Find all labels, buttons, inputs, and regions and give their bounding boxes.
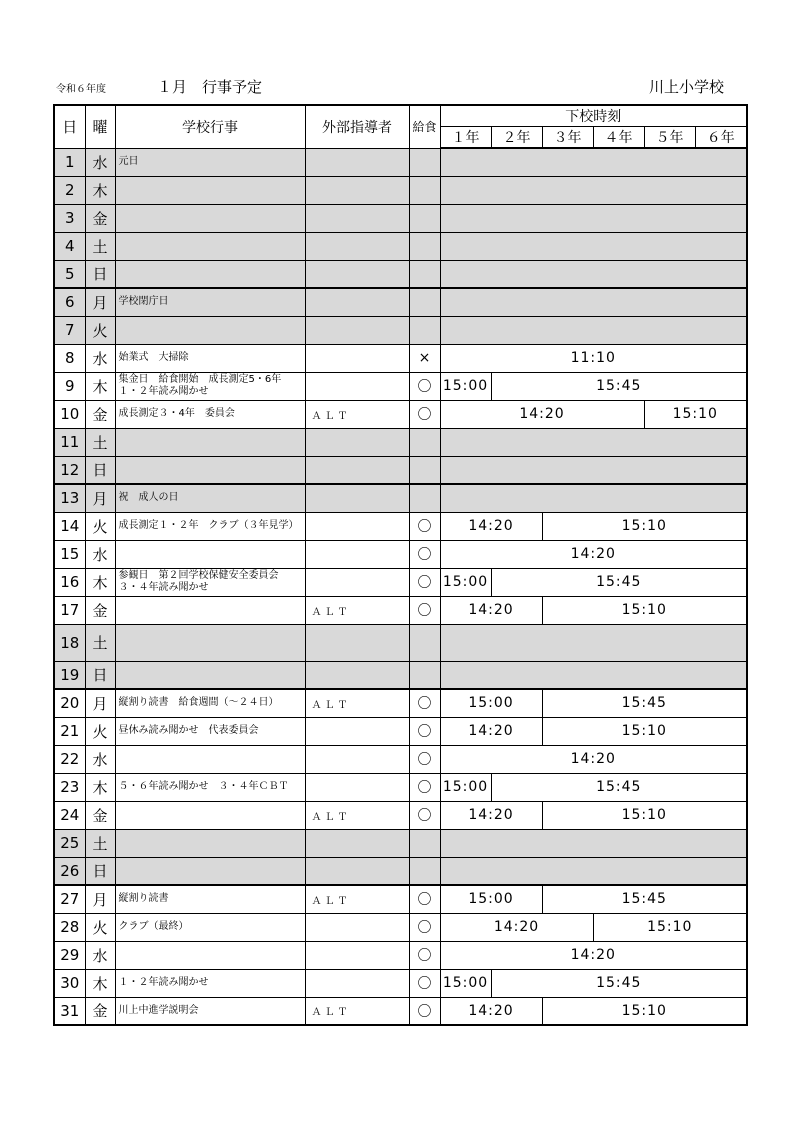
lunch-cell: 〇: [409, 913, 440, 941]
dismissal-time-cell: 15:00: [440, 689, 542, 717]
lunch-cell: [409, 624, 440, 661]
day-cell: 7: [54, 316, 85, 344]
dismissal-time-cell: 14:20: [440, 512, 542, 540]
dismissal-time-cell: 15:45: [542, 885, 747, 913]
weekday-cell: 月: [85, 885, 115, 913]
day-cell: 3: [54, 204, 85, 232]
school-event-cell: [115, 316, 305, 344]
table-row: [54, 540, 747, 568]
dismissal-time-cell: [440, 232, 747, 260]
lunch-cell: [409, 176, 440, 204]
day-cell: 17: [54, 596, 85, 624]
weekday-cell: 金: [85, 596, 115, 624]
external-instructor-cell: [305, 176, 409, 204]
dismissal-time-cell: 14:20: [440, 801, 542, 829]
schedule-body: [54, 148, 747, 1025]
external-instructor-cell: ＡＬＴ: [305, 689, 409, 717]
weekday-cell: 木: [85, 969, 115, 997]
column-header-grade-3: ３年: [542, 127, 593, 149]
school-event-cell: 成長測定１・２年 クラブ（３年見学）: [115, 512, 305, 540]
day-cell: 10: [54, 400, 85, 428]
table-row: [54, 745, 747, 773]
column-header-grade-2: ２年: [491, 127, 542, 149]
dismissal-time-cell: 14:20: [440, 540, 747, 568]
table-row: [54, 232, 747, 260]
day-cell: 31: [54, 997, 85, 1025]
lunch-cell: [409, 260, 440, 288]
external-instructor-cell: [305, 540, 409, 568]
day-cell: 27: [54, 885, 85, 913]
weekday-cell: 金: [85, 400, 115, 428]
weekday-cell: 月: [85, 484, 115, 512]
table-row: [54, 428, 747, 456]
lunch-cell: 〇: [409, 745, 440, 773]
school-name: 川上小学校: [648, 78, 724, 96]
school-event-cell: [115, 540, 305, 568]
dismissal-time-cell: 15:00: [440, 885, 542, 913]
day-cell: 2: [54, 176, 85, 204]
dismissal-time-cell: [440, 857, 747, 885]
column-header-dismissal-time: 下校時刻: [440, 105, 747, 127]
weekday-cell: 土: [85, 624, 115, 661]
table-row: [54, 148, 747, 176]
school-event-cell: [115, 204, 305, 232]
table-row: [54, 568, 747, 596]
weekday-cell: 木: [85, 773, 115, 801]
dismissal-time-cell: [440, 316, 747, 344]
table-row: [54, 596, 747, 624]
external-instructor-cell: ＡＬＴ: [305, 596, 409, 624]
lunch-cell: [409, 456, 440, 484]
lunch-cell: [409, 428, 440, 456]
external-instructor-cell: [305, 232, 409, 260]
lunch-cell: 〇: [409, 400, 440, 428]
external-instructor-cell: [305, 260, 409, 288]
school-event-cell: 集金日 給食開始 成長測定5・6年 １・２年読み聞かせ: [115, 372, 305, 400]
school-event-cell: 祝 成人の日: [115, 484, 305, 512]
dismissal-time-cell: 15:00: [440, 568, 491, 596]
external-instructor-cell: [305, 829, 409, 857]
day-cell: 21: [54, 717, 85, 745]
lunch-cell: 〇: [409, 941, 440, 969]
school-event-cell: 縦割り読書 給食週間（～２４日）: [115, 689, 305, 717]
lunch-cell: 〇: [409, 801, 440, 829]
lunch-cell: 〇: [409, 885, 440, 913]
day-cell: 16: [54, 568, 85, 596]
day-cell: 9: [54, 372, 85, 400]
table-row: [54, 661, 747, 689]
table-row: [54, 829, 747, 857]
dismissal-time-cell: 11:10: [440, 344, 747, 372]
day-cell: 15: [54, 540, 85, 568]
dismissal-time-cell: 15:45: [491, 568, 747, 596]
external-instructor-cell: [305, 372, 409, 400]
weekday-cell: 土: [85, 232, 115, 260]
weekday-cell: 水: [85, 941, 115, 969]
external-instructor-cell: [305, 344, 409, 372]
weekday-cell: 金: [85, 801, 115, 829]
lunch-cell: 〇: [409, 512, 440, 540]
column-header-day: 日: [54, 105, 85, 148]
lunch-cell: [409, 857, 440, 885]
external-instructor-cell: [305, 568, 409, 596]
day-cell: 20: [54, 689, 85, 717]
day-cell: 29: [54, 941, 85, 969]
table-row: [54, 689, 747, 717]
lunch-cell: [409, 316, 440, 344]
weekday-cell: 木: [85, 372, 115, 400]
dismissal-time-cell: [440, 456, 747, 484]
external-instructor-cell: [305, 456, 409, 484]
external-instructor-cell: [305, 428, 409, 456]
day-cell: 1: [54, 148, 85, 176]
dismissal-time-cell: 14:20: [440, 913, 593, 941]
school-event-cell: [115, 661, 305, 689]
day-cell: 11: [54, 428, 85, 456]
school-event-cell: 学校閉庁日: [115, 288, 305, 316]
weekday-cell: 火: [85, 913, 115, 941]
dismissal-time-cell: 15:10: [644, 400, 747, 428]
dismissal-time-cell: 14:20: [440, 997, 542, 1025]
school-event-cell: [115, 829, 305, 857]
column-header-external-instructor: 外部指導者: [305, 105, 409, 148]
day-cell: 18: [54, 624, 85, 661]
external-instructor-cell: [305, 316, 409, 344]
weekday-cell: 金: [85, 997, 115, 1025]
external-instructor-cell: ＡＬＴ: [305, 400, 409, 428]
day-cell: 14: [54, 512, 85, 540]
fiscal-year-label: 令和６年度: [56, 84, 106, 95]
school-event-cell: [115, 596, 305, 624]
dismissal-time-cell: 15:45: [491, 969, 747, 997]
school-event-cell: 参観日 第２回学校保健安全委員会 ３・４年読み聞かせ: [115, 568, 305, 596]
lunch-cell: [409, 204, 440, 232]
day-cell: 6: [54, 288, 85, 316]
table-row: [54, 717, 747, 745]
external-instructor-cell: [305, 148, 409, 176]
school-event-cell: 元日: [115, 148, 305, 176]
school-event-cell: 始業式 大掃除: [115, 344, 305, 372]
dismissal-time-cell: [440, 204, 747, 232]
dismissal-time-cell: [440, 260, 747, 288]
school-event-cell: [115, 260, 305, 288]
lunch-cell: 〇: [409, 997, 440, 1025]
school-event-cell: １・２年読み聞かせ: [115, 969, 305, 997]
day-cell: 8: [54, 344, 85, 372]
external-instructor-cell: [305, 661, 409, 689]
weekday-cell: 水: [85, 148, 115, 176]
table-row: [54, 941, 747, 969]
day-cell: 12: [54, 456, 85, 484]
dismissal-time-cell: [440, 428, 747, 456]
table-row: [54, 288, 747, 316]
lunch-cell: [409, 148, 440, 176]
table-row: [54, 400, 747, 428]
table-row: [54, 801, 747, 829]
weekday-cell: 日: [85, 260, 115, 288]
external-instructor-cell: [305, 512, 409, 540]
table-row: [54, 176, 747, 204]
external-instructor-cell: [305, 773, 409, 801]
column-header-grade-1: １年: [440, 127, 491, 149]
weekday-cell: 土: [85, 428, 115, 456]
weekday-cell: 水: [85, 745, 115, 773]
weekday-cell: 水: [85, 344, 115, 372]
external-instructor-cell: [305, 857, 409, 885]
external-instructor-cell: [305, 624, 409, 661]
lunch-cell: [409, 484, 440, 512]
dismissal-time-cell: [440, 288, 747, 316]
weekday-cell: 火: [85, 717, 115, 745]
table-row: [54, 456, 747, 484]
lunch-cell: 〇: [409, 540, 440, 568]
school-event-cell: 縦割り読書: [115, 885, 305, 913]
table-row: [54, 913, 747, 941]
dismissal-time-cell: 14:20: [440, 596, 542, 624]
school-event-cell: 昼休み読み聞かせ 代表委員会: [115, 717, 305, 745]
weekday-cell: 木: [85, 176, 115, 204]
dismissal-time-cell: 15:10: [542, 801, 747, 829]
school-event-cell: 川上中進学説明会: [115, 997, 305, 1025]
dismissal-time-cell: 15:10: [542, 512, 747, 540]
external-instructor-cell: [305, 288, 409, 316]
school-event-cell: [115, 456, 305, 484]
weekday-cell: 日: [85, 661, 115, 689]
weekday-cell: 金: [85, 204, 115, 232]
dismissal-time-cell: 15:10: [542, 997, 747, 1025]
school-event-cell: ５・６年読み聞かせ ３・４年ＣＢＴ: [115, 773, 305, 801]
column-header-grade-5: ５年: [644, 127, 695, 149]
table-row: [54, 344, 747, 372]
table-row: [54, 204, 747, 232]
external-instructor-cell: [305, 745, 409, 773]
page-title: 行事予定: [202, 78, 263, 96]
day-cell: 13: [54, 484, 85, 512]
dismissal-time-cell: [440, 148, 747, 176]
dismissal-time-cell: 15:00: [440, 773, 491, 801]
external-instructor-cell: [305, 484, 409, 512]
school-event-cell: [115, 801, 305, 829]
external-instructor-cell: ＡＬＴ: [305, 801, 409, 829]
dismissal-time-cell: [440, 624, 747, 661]
column-header-grade-4: ４年: [593, 127, 644, 149]
table-row: [54, 885, 747, 913]
column-header-grade-6: ６年: [695, 127, 747, 149]
weekday-cell: 火: [85, 512, 115, 540]
day-cell: 4: [54, 232, 85, 260]
weekday-cell: 火: [85, 316, 115, 344]
table-row: [54, 316, 747, 344]
school-event-cell: [115, 624, 305, 661]
school-event-cell: [115, 428, 305, 456]
schedule-table: [53, 104, 748, 1026]
dismissal-time-cell: 15:45: [542, 689, 747, 717]
school-event-cell: [115, 176, 305, 204]
school-event-cell: [115, 941, 305, 969]
lunch-cell: 〇: [409, 773, 440, 801]
lunch-cell: [409, 232, 440, 260]
school-event-cell: [115, 232, 305, 260]
table-row: [54, 969, 747, 997]
weekday-cell: 月: [85, 689, 115, 717]
lunch-cell: ×: [409, 344, 440, 372]
lunch-cell: 〇: [409, 969, 440, 997]
dismissal-time-cell: [440, 829, 747, 857]
lunch-cell: 〇: [409, 717, 440, 745]
weekday-cell: 水: [85, 540, 115, 568]
day-cell: 25: [54, 829, 85, 857]
lunch-cell: [409, 829, 440, 857]
day-cell: 22: [54, 745, 85, 773]
dismissal-time-cell: 14:20: [440, 745, 747, 773]
lunch-cell: 〇: [409, 689, 440, 717]
table-row: [54, 773, 747, 801]
day-cell: 28: [54, 913, 85, 941]
column-header-school-event: 学校行事: [115, 105, 305, 148]
external-instructor-cell: [305, 717, 409, 745]
external-instructor-cell: [305, 941, 409, 969]
day-cell: 5: [54, 260, 85, 288]
dismissal-time-cell: 15:00: [440, 969, 491, 997]
month-label: １月: [157, 78, 188, 96]
table-row: [54, 372, 747, 400]
lunch-cell: 〇: [409, 568, 440, 596]
column-header-lunch: 給食: [409, 105, 440, 148]
lunch-cell: [409, 661, 440, 689]
school-event-cell: [115, 745, 305, 773]
dismissal-time-cell: 15:10: [593, 913, 747, 941]
school-event-cell: 成長測定３・4年 委員会: [115, 400, 305, 428]
weekday-cell: 土: [85, 829, 115, 857]
dismissal-time-cell: 14:20: [440, 400, 644, 428]
weekday-cell: 日: [85, 857, 115, 885]
table-row: [54, 484, 747, 512]
table-row: [54, 997, 747, 1025]
weekday-cell: 日: [85, 456, 115, 484]
external-instructor-cell: ＡＬＴ: [305, 885, 409, 913]
dismissal-time-cell: [440, 484, 747, 512]
dismissal-time-cell: 15:00: [440, 372, 491, 400]
table-row: [54, 260, 747, 288]
column-header-weekday: 曜: [85, 105, 115, 148]
external-instructor-cell: [305, 204, 409, 232]
weekday-cell: 月: [85, 288, 115, 316]
external-instructor-cell: [305, 969, 409, 997]
day-cell: 23: [54, 773, 85, 801]
dismissal-time-cell: [440, 176, 747, 204]
lunch-cell: 〇: [409, 372, 440, 400]
dismissal-time-cell: 15:10: [542, 717, 747, 745]
day-cell: 30: [54, 969, 85, 997]
day-cell: 24: [54, 801, 85, 829]
table-row: [54, 857, 747, 885]
lunch-cell: [409, 288, 440, 316]
external-instructor-cell: [305, 913, 409, 941]
lunch-cell: 〇: [409, 596, 440, 624]
school-event-cell: [115, 857, 305, 885]
dismissal-time-cell: [440, 661, 747, 689]
dismissal-time-cell: 15:45: [491, 372, 747, 400]
table-row: [54, 624, 747, 661]
weekday-cell: 木: [85, 568, 115, 596]
dismissal-time-cell: 14:20: [440, 717, 542, 745]
dismissal-time-cell: 15:45: [491, 773, 747, 801]
day-cell: 26: [54, 857, 85, 885]
day-cell: 19: [54, 661, 85, 689]
external-instructor-cell: ＡＬＴ: [305, 997, 409, 1025]
school-event-cell: クラブ（最終）: [115, 913, 305, 941]
dismissal-time-cell: 15:10: [542, 596, 747, 624]
dismissal-time-cell: 14:20: [440, 941, 747, 969]
table-row: [54, 512, 747, 540]
